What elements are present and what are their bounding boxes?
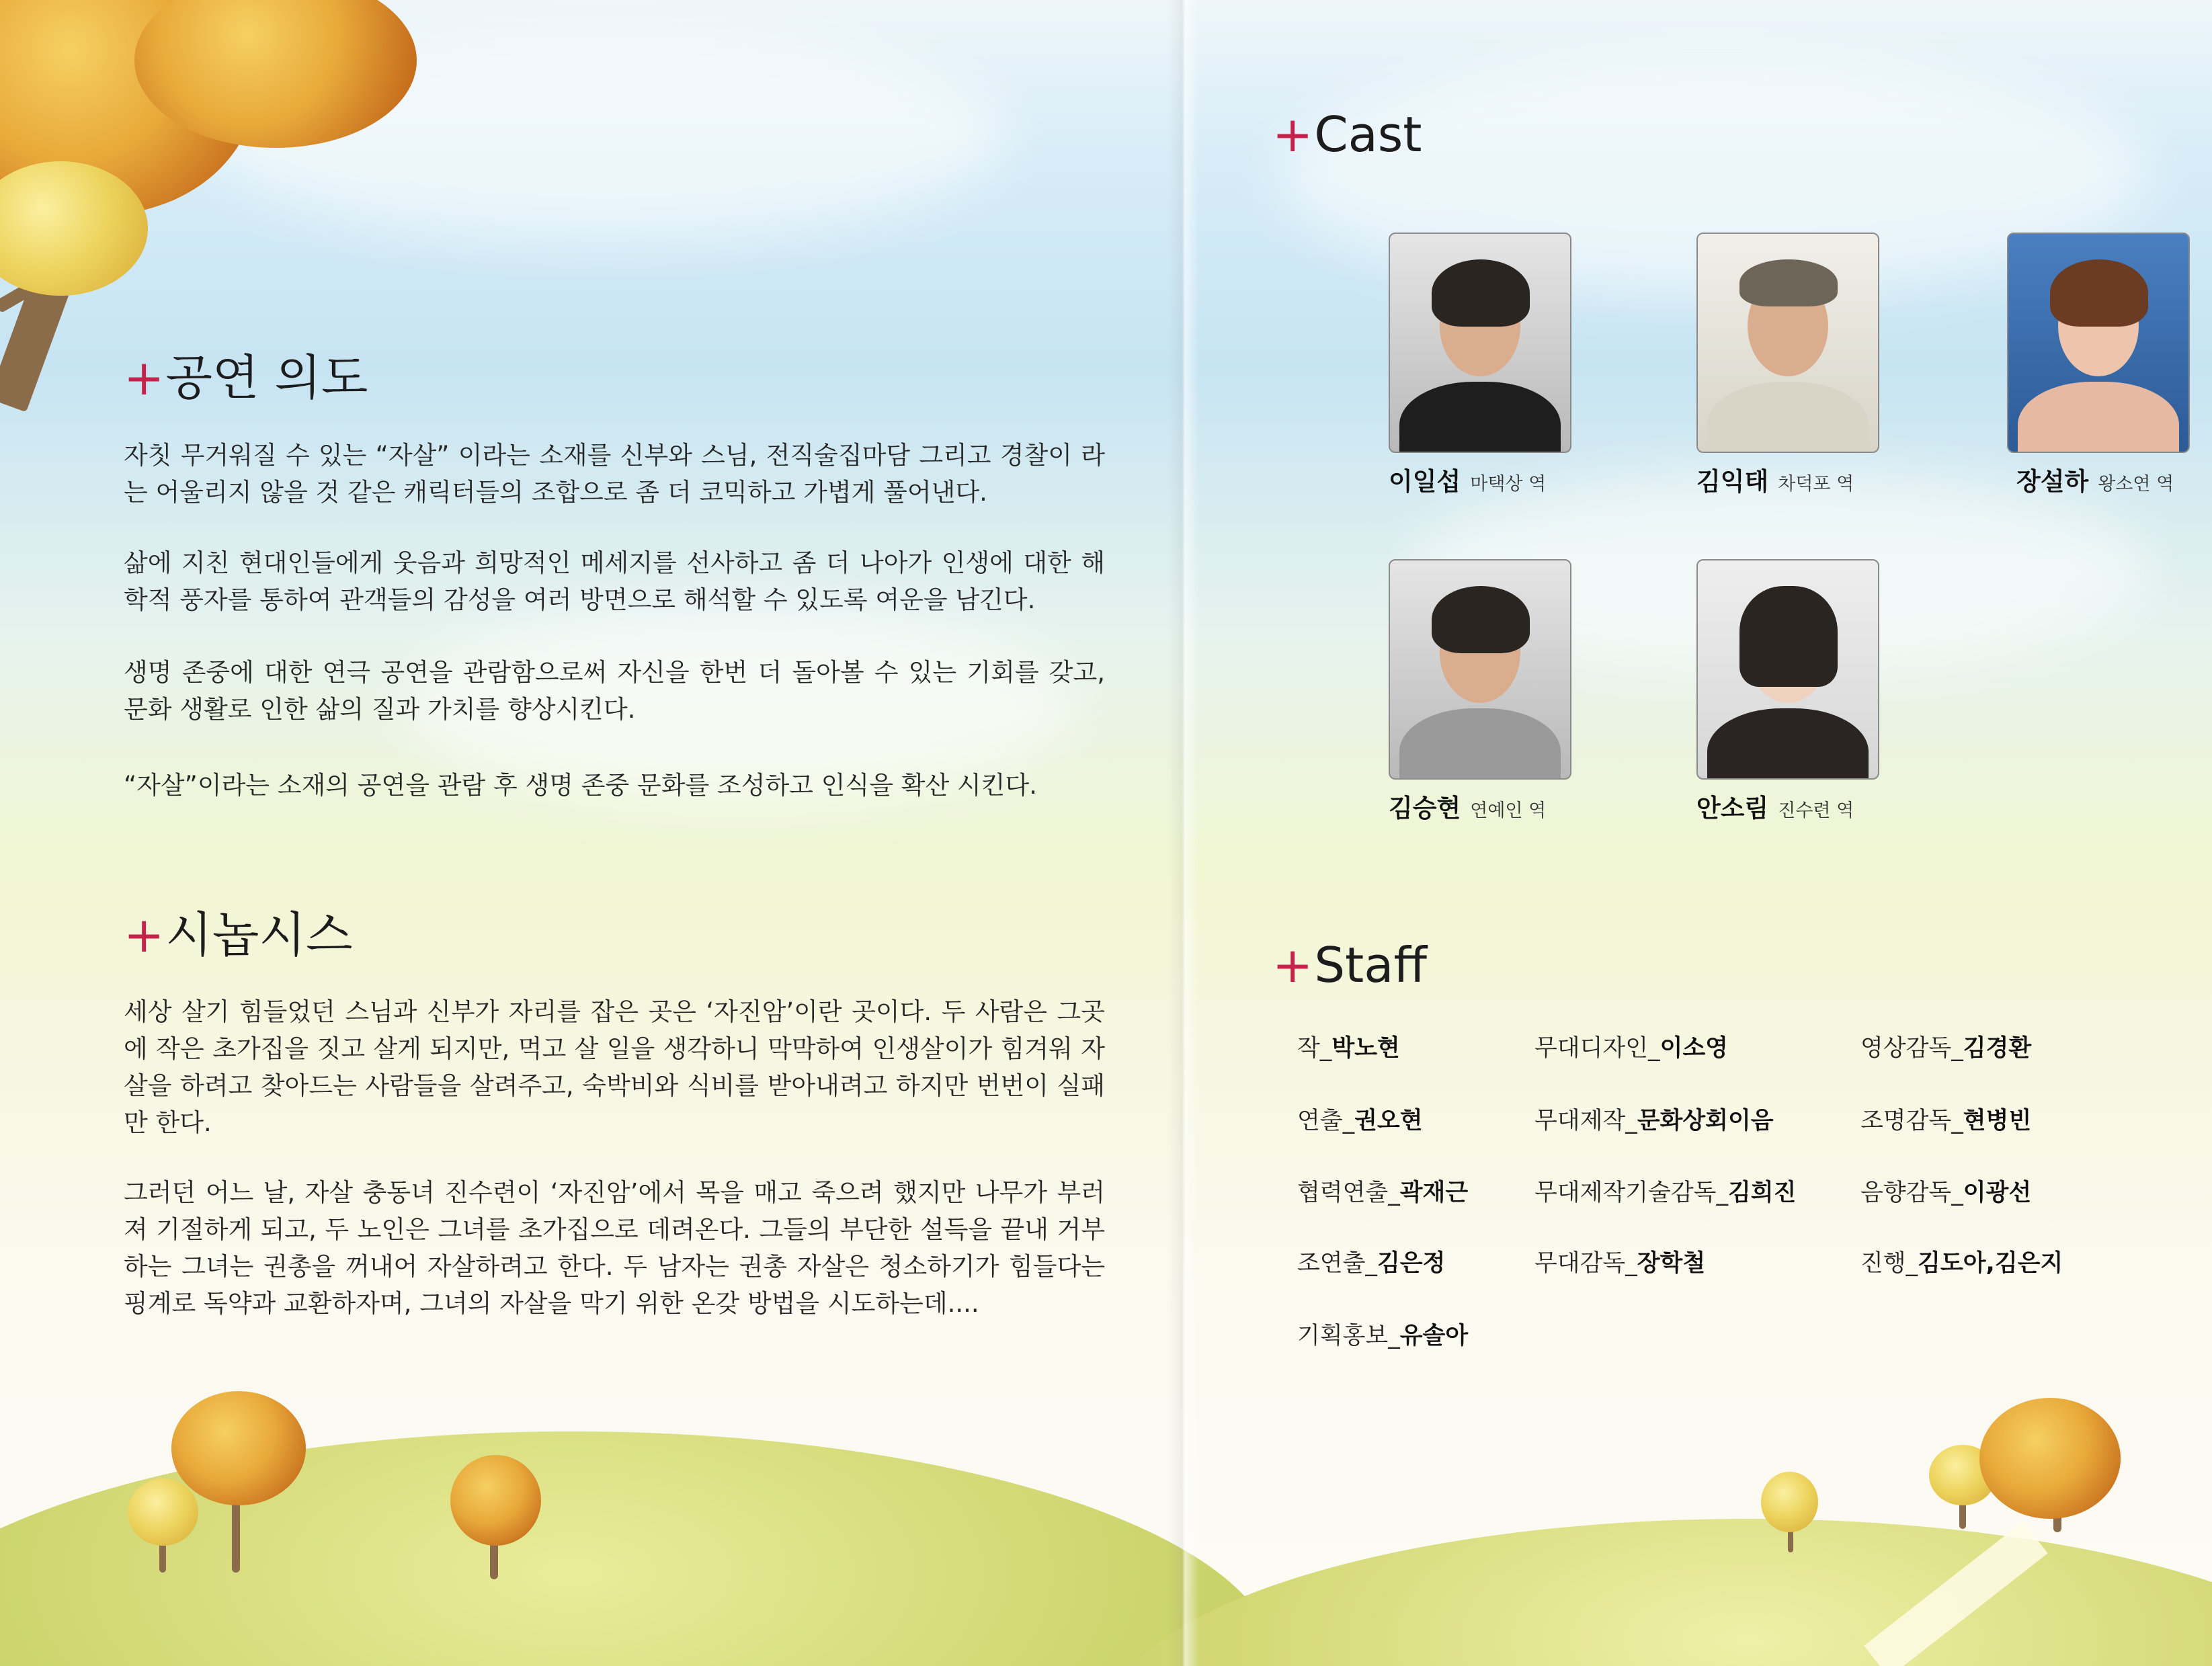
cast-caption <box>1389 461 1546 497</box>
staff-role: 작_ <box>1297 1035 1332 1062</box>
synopsis-title: 시놉시스 <box>165 907 353 963</box>
hill <box>1109 1519 2212 1666</box>
intent-paragraph-4: “자살”이라는 소재의 공연을 관람 후 생명 존중 문화를 조성하고 인식을 확산 시킨다. <box>124 771 1037 800</box>
staff-entry <box>1534 1102 1774 1136</box>
page-fold <box>1168 0 1199 1666</box>
staff-name: 이광선 <box>1963 1179 2032 1206</box>
staff-heading <box>1272 937 1427 993</box>
cast-role: 연예인 역 <box>1470 800 1547 821</box>
cast-member <box>1389 233 1571 496</box>
staff-role: 연출_ <box>1297 1108 1355 1134</box>
cast-photo <box>1696 559 1879 780</box>
staff-name: 현병빈 <box>1963 1108 2032 1134</box>
staff-role: 무대감독_ <box>1534 1250 1637 1277</box>
cast-photo <box>2007 233 2190 453</box>
cast-caption <box>1696 461 1854 497</box>
cast-role: 진수련 역 <box>1778 800 1854 821</box>
staff-role: 무대제작_ <box>1534 1108 1637 1134</box>
tree-foliage <box>171 1391 306 1505</box>
staff-entry <box>1534 1174 1796 1208</box>
cast-name: 안소림 <box>1696 794 1769 823</box>
cast-photo <box>1389 233 1571 453</box>
cast-caption <box>1389 788 1546 824</box>
staff-entry <box>1297 1174 1468 1208</box>
staff-entry <box>1860 1245 2063 1278</box>
staff-role: 기획홍보_ <box>1297 1323 1400 1349</box>
synopsis-paragraph-1: 세상 살기 힘들었던 스님과 신부가 자리를 잡은 곳은 ‘자진암’이란 곳이다. 두 사람은 그곳에 작은 초가집을 짓고 살게 되지만, 먹고 살 일을 생각하니 막막하여 인생살이가 힘겨워 자살을 하려고 찾아드는 사람들을 살려주고, 숙박비와 식비를 받아내려고 하지만 번번이 실패만 한다. <box>124 997 1105 1137</box>
cast-member <box>2007 233 2190 496</box>
intent-heading <box>124 349 368 406</box>
staff-entry <box>1860 1030 2031 1063</box>
cast-title: Cast <box>1314 106 1422 163</box>
staff-role: 무대제작기술감독_ <box>1534 1179 1728 1206</box>
staff-role: 음향감독_ <box>1860 1179 1963 1206</box>
intent-paragraph-2: 삶에 지친 현대인들에게 웃음과 희망적인 메세지를 선사하고 좀 더 나아가 인생에 대한 해학적 풍자를 통하여 관객들의 감성을 여러 방면으로 해석할 수 있도록 여운을 남긴다. <box>124 548 1105 614</box>
staff-title: Staff <box>1314 937 1427 993</box>
staff-name: 문화상회이음 <box>1637 1108 1774 1134</box>
cast-member <box>1696 559 1879 823</box>
cast-heading <box>1272 106 1422 163</box>
plus-icon: + <box>124 907 165 963</box>
synopsis-heading <box>124 907 353 963</box>
staff-entry <box>1297 1245 1445 1278</box>
staff-name: 곽재근 <box>1399 1179 1469 1206</box>
cast-member <box>1389 559 1571 823</box>
tree-foliage <box>1761 1472 1818 1532</box>
tree-foliage <box>450 1455 541 1546</box>
tree-foliage <box>1979 1398 2121 1519</box>
staff-entry <box>1860 1174 2031 1208</box>
intent-paragraph-1: 자칫 무거워질 수 있는 “자살” 이라는 소재를 신부와 스님, 전직술집마담 그리고 경찰이 라는 어울리지 않을 것 같은 캐릭터들의 조합으로 좀 더 코믹하고 가볍게 풀어낸다. <box>124 441 1105 507</box>
staff-role: 무대디자인_ <box>1534 1035 1660 1062</box>
staff-name: 권오현 <box>1354 1108 1423 1134</box>
cast-photo <box>1389 559 1571 780</box>
staff-role: 조명감독_ <box>1860 1108 1963 1134</box>
cast-role: 차덕포 역 <box>1778 474 1854 495</box>
cast-name: 김승현 <box>1389 794 1461 823</box>
staff-role: 협력연출_ <box>1297 1179 1400 1206</box>
staff-name: 김경환 <box>1963 1035 2032 1062</box>
cast-member <box>1696 233 1879 496</box>
staff-entry <box>1534 1245 1705 1278</box>
plus-icon: + <box>1272 937 1313 993</box>
cast-name: 장설하 <box>2016 467 2089 496</box>
tree-foliage <box>128 1478 198 1546</box>
staff-entry <box>1297 1030 1400 1063</box>
cast-role: 왕소연 역 <box>2098 474 2174 495</box>
staff-name: 김희진 <box>1727 1179 1797 1206</box>
cast-caption <box>1696 788 1854 824</box>
cast-caption <box>2016 461 2174 497</box>
cast-photo <box>1696 233 1879 453</box>
staff-entry <box>1534 1030 1728 1063</box>
staff-entry <box>1297 1317 1468 1351</box>
intent-paragraph-3: 생명 존중에 대한 연극 공연을 관람함으로써 자신을 한번 더 돌아볼 수 있는 기회를 갖고, 문화 생활로 인한 삶의 질과 가치를 향상시킨다. <box>124 658 1105 724</box>
staff-name: 김은정 <box>1377 1250 1446 1277</box>
plus-icon: + <box>1272 106 1313 163</box>
staff-name: 이소영 <box>1660 1035 1728 1062</box>
plus-icon: + <box>124 349 165 406</box>
cast-role: 마택상 역 <box>1470 474 1547 495</box>
intent-title: 공연 의도 <box>165 349 368 406</box>
staff-role: 영상감독_ <box>1860 1035 1963 1062</box>
cast-name: 이일섭 <box>1389 467 1461 496</box>
staff-name: 박노현 <box>1332 1035 1400 1062</box>
staff-name: 장학철 <box>1637 1250 1706 1277</box>
staff-name: 김도아,김은지 <box>1918 1250 2063 1277</box>
staff-role: 진행_ <box>1860 1250 1918 1277</box>
synopsis-paragraph-2: 그러던 어느 날, 자살 충동녀 진수련이 ‘자진암’에서 목을 매고 죽으려 했지만 나무가 부러져 기절하게 되고, 두 노인은 그녀를 초가집으로 데려온다. 그들의 부단한 설득을 끝내 거부하는 그녀는 권총을 꺼내어 자살하려고 한다. 두 남자는 권총 자살은 청소하기가 힘들다는 핑계로 독약과 교환하자며, 그녀의 자살을 막기 위한 온갖 방법을 시도하는데.... <box>124 1178 1105 1318</box>
staff-name: 유솔아 <box>1399 1323 1469 1349</box>
staff-entry <box>1297 1102 1423 1136</box>
cast-name: 김익태 <box>1696 467 1769 496</box>
staff-role: 조연출_ <box>1297 1250 1377 1277</box>
staff-entry <box>1860 1102 2031 1136</box>
